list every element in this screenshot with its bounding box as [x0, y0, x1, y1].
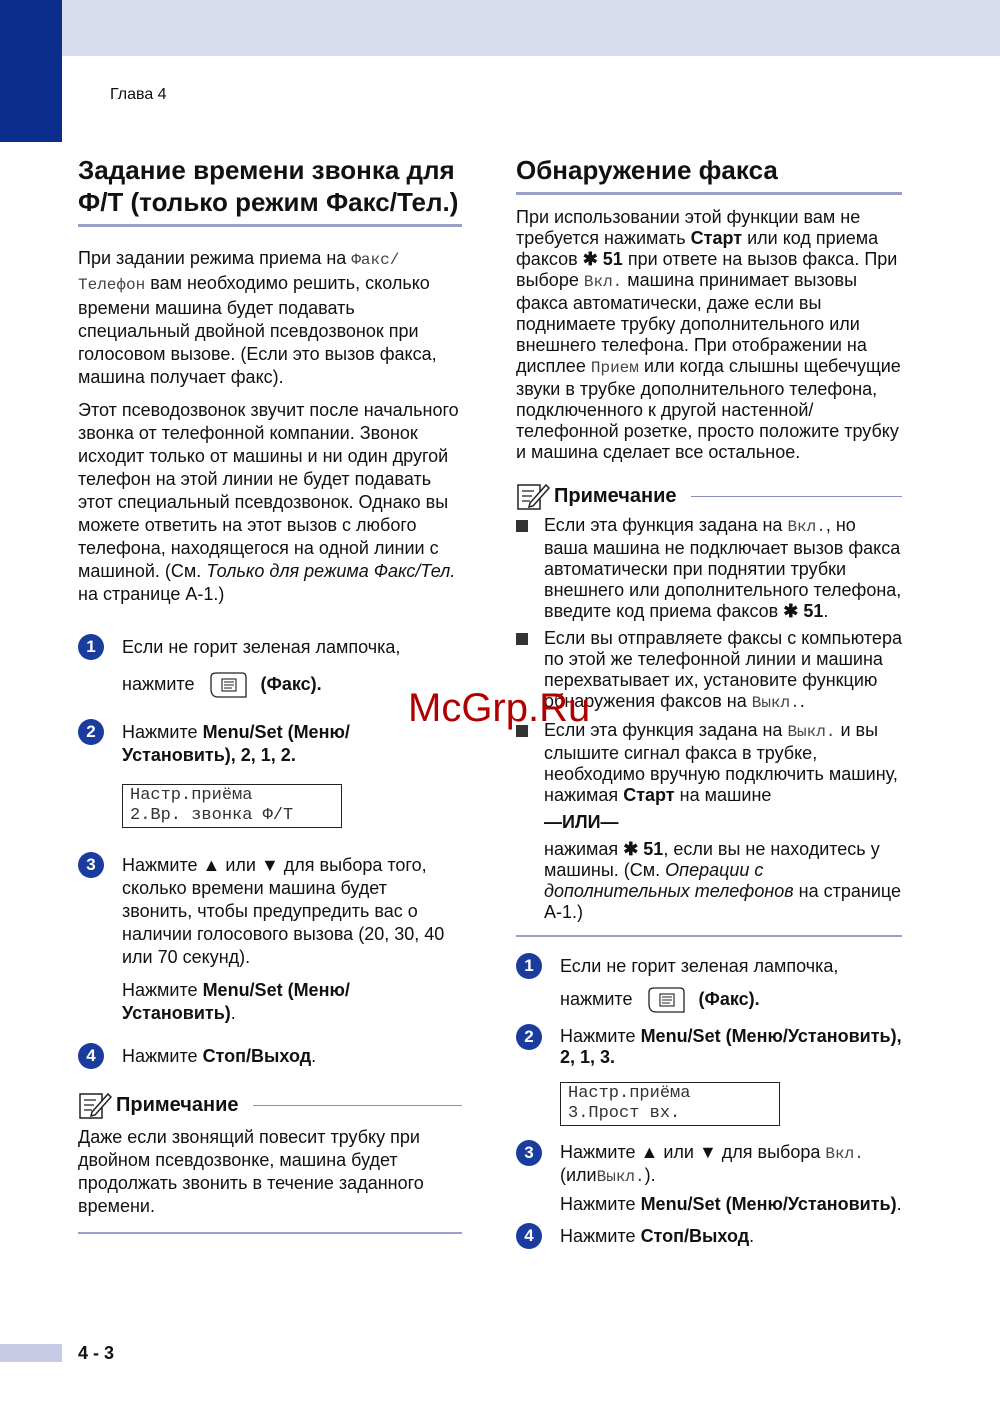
fax-key-icon	[208, 671, 248, 699]
note-rule	[691, 496, 902, 497]
step-number-2: 2	[78, 719, 104, 745]
note-bullet-2: Если вы отправляете факсы с компьютера по этой же телефонной линии и машина перехватывает их, установите функцию обнаружения факсов на Выкл..	[516, 628, 902, 714]
lcd-display-2: Настр.приёма 3.Прост вх.	[560, 1082, 780, 1126]
left-step-3: 3 Нажмите ▲ или ▼ для выбора того, сколько времени машина будет звонить, чтобы предупредить вас о наличии голосового вызова (20, 30, 40 или 70 секунд). Нажмите Menu/Set (Меню/Установить).	[78, 854, 462, 1025]
right-step-4: 4 Нажмите Стоп/Выход.	[516, 1225, 902, 1248]
top-band	[0, 0, 1000, 56]
fax-receive-code: ✱ 51	[582, 249, 623, 269]
bullet-square-icon	[516, 520, 528, 532]
left-step-1: 1 Если не горит зеленая лампочка, нажмите (Факс).	[78, 636, 462, 699]
chapter-label: Глава 4	[110, 86, 167, 103]
step-number-1: 1	[516, 953, 542, 979]
pencil-note-icon	[516, 481, 550, 511]
left-note-text: Даже если звонящий повесит трубку при двойном псевдозвонке, машина будет продолжать звонить в течение заданного времени.	[78, 1127, 424, 1216]
step-number-4: 4	[516, 1223, 542, 1249]
chapter-tab-block	[0, 0, 62, 142]
watermark: McGrp.Ru	[408, 686, 591, 730]
left-note-end-rule	[78, 1232, 462, 1234]
ref-link: Операции с дополнительных телефонов	[544, 860, 794, 901]
footer-tab	[0, 1344, 62, 1362]
step-number-2: 2	[516, 1024, 542, 1050]
page-number: 4 - 3	[78, 1343, 115, 1363]
right-note-header: Примечание	[516, 481, 902, 511]
note-bullet-1: Если эта функция задана на Вкл., но ваша машина не подключает вызов факса автоматически при поднятии трубки внешнего или дополнительного телефона, введите код приема факсов ✱ 51.	[516, 515, 902, 622]
note-rule	[253, 1105, 462, 1106]
right-step-2: 2 Нажмите Menu/Set (Меню/Установить), 2, 1, 3. Настр.приёма 3.Прост вх.	[516, 1026, 902, 1126]
note-bullet-3: Если эта функция задана на Выкл. и вы слышите сигнал факса в трубке, необходимо вручную подключить машину, нажимая Старт на машине —ИЛИ— нажимая ✱ 51, если вы не находитесь у машины. (См. Операции с дополнительных телефонов на странице A-1.)	[516, 720, 902, 923]
left-paragraph-2: Этот псеводозвонок звучит после начального звонка от телефонной компании. Звонок исходит только от машины и ни один другой телефон на этой линии не будет подавать этот специальный псевдозвонок. Однако вы можете ответить на этот вызов с любого телефона, находящегося на одной линии с машиной. (См. Только для режима Факс/Тел. на странице A-1.)	[78, 400, 459, 604]
right-step-3: 3 Нажмите ▲ или ▼ для выбора Вкл. (илиВыкл.). Нажмите Menu/Set (Меню/Установить).	[516, 1142, 902, 1215]
pencil-note-icon	[78, 1090, 112, 1120]
or-separator: —ИЛИ—	[544, 812, 619, 832]
right-step-1: 1 Если не горит зеленая лампочка, нажмите (Факс).	[516, 955, 902, 1014]
step-number-1: 1	[78, 634, 104, 660]
left-step-2: 2 Нажмите Menu/Set (Меню/Установить), 2, 1, 2. Настр.приёма 2.Вр. звонка Ф/Т	[78, 721, 462, 828]
right-note-end-rule	[516, 935, 902, 937]
lcd-display-1: Настр.приёма 2.Вр. звонка Ф/Т	[122, 784, 342, 828]
section-title-fax-detect: Обнаружение факса	[516, 154, 902, 195]
left-column	[78, 150, 462, 1234]
bullet-square-icon	[516, 633, 528, 645]
left-step-4: 4 Нажмите Стоп/Выход.	[78, 1045, 462, 1068]
left-note-header: Примечание	[78, 1090, 462, 1120]
left-paragraph-1: При задании режима приема на Факс/Телефон вам необходимо решить, сколько времени машина будет подавать специальный двойной псевдозвонок при голосовом вызове. (Если это вызов факса, машина получает факс).	[78, 248, 437, 387]
right-paragraph-1: При использовании этой функции вам не требуется нажимать Старт или код приема факсов ✱ 51 при ответе на вызов факса. При выборе Вкл. машина принимает вызовы факса автоматически, даже если вы поднимаете трубку дополнительного или внешнего телефона. При отображении на дисплее Прием или когда слышны щебечущие звуки в трубке дополнительного телефона, подключенного к другой настенной/телефонной розетке, просто положите трубку и машина сделает все остальное.	[516, 207, 901, 462]
section-title-ft-ring: Задание времени звонка для Ф/Т (только режим Факс/Тел.)	[78, 154, 462, 227]
ref-link: Только для режима Факс/Тел.	[206, 561, 456, 581]
step-number-3: 3	[78, 852, 104, 878]
lcd-value-fax-tel: Факс/Телефон	[78, 251, 400, 294]
step-number-3: 3	[516, 1140, 542, 1166]
fax-key-icon	[646, 986, 686, 1014]
step-number-4: 4	[78, 1043, 104, 1069]
